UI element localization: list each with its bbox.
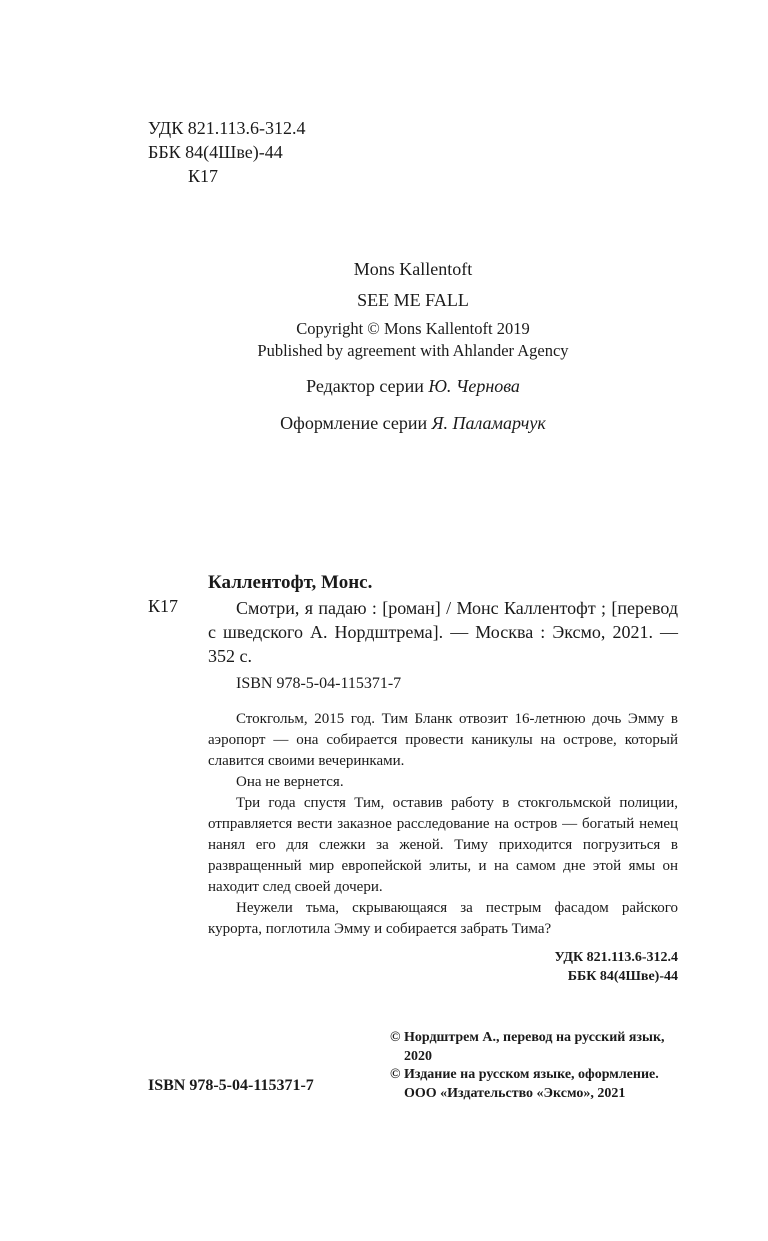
annotation-paragraph: Три года спустя Тим, оставив работу в стокгольмской полиции, отправляется вести заказное расследование на остров — богатый немец нанял его для слежки за женой. Тиму приходится погрузиться в развращенный мир европейской элиты, и на самом дне этой ямы он находит след своей дочери.	[208, 795, 678, 895]
series-design	[0, 413, 768, 434]
record-isbn: ISBN 978-5-04-115371-7	[236, 675, 402, 692]
author-mark: К17	[188, 166, 219, 186]
classification-udk: УДК 821.113.6-312.4	[554, 950, 678, 965]
classification-bbk: ББК 84(4Шве)-44	[567, 969, 678, 984]
series-design-name: Я. Паламарчук	[431, 413, 546, 433]
udk-block	[148, 116, 306, 188]
copyright-line: Copyright © Mons Kallentoft 2019	[296, 319, 530, 338]
annotation-paragraph: Неужели тьма, скрывающаяся за пестрым фасадом райского курорта, поглотила Эмму и собирается забрать Тима?	[208, 900, 678, 937]
published-line: Published by agreement with Ahlander Agency	[257, 341, 569, 360]
record-code: К17	[148, 596, 179, 616]
series-design-label: Оформление серии	[280, 413, 428, 433]
bbk-code: ББК 84(4Шве)-44	[148, 142, 283, 162]
copyright-edition: © Издание на русском языке, оформление. ООО «Издательство «Эксмо», 2021	[390, 1067, 659, 1101]
original-author: Mons Kallentoft	[353, 259, 473, 279]
series-editor-name: Ю. Чернова	[428, 376, 520, 396]
original-title: SEE ME FALL	[357, 290, 469, 310]
record-author-heading: Каллентофт, Монс.	[208, 572, 373, 593]
classification-block	[420, 948, 678, 986]
series-editor	[0, 376, 768, 397]
copyright-block	[390, 1029, 690, 1103]
annotation-paragraph: Она не вернется.	[236, 774, 344, 790]
original-rights	[0, 318, 768, 362]
annotation-paragraph: Стокгольм, 2015 год. Тим Бланк отвозит 16-летнюю дочь Эмму в аэропорт — она собирается провести каникулы на острове, который славится своими вечеринками.	[208, 711, 678, 769]
annotation	[208, 709, 678, 940]
udk-code: УДК 821.113.6-312.4	[148, 118, 306, 138]
copyright-translation: © Нордштрем А., перевод на русский язык, 2020	[390, 1030, 665, 1064]
isbn-bottom: ISBN 978-5-04-115371-7	[148, 1077, 314, 1094]
series-editor-label: Редактор серии	[306, 376, 424, 396]
record-description: Смотри, я падаю : [роман] / Монс Каллентофт ; [перевод с шведского А. Нордштрема]. — Москва : Эксмо, 2021. — 352 с.	[208, 598, 678, 666]
